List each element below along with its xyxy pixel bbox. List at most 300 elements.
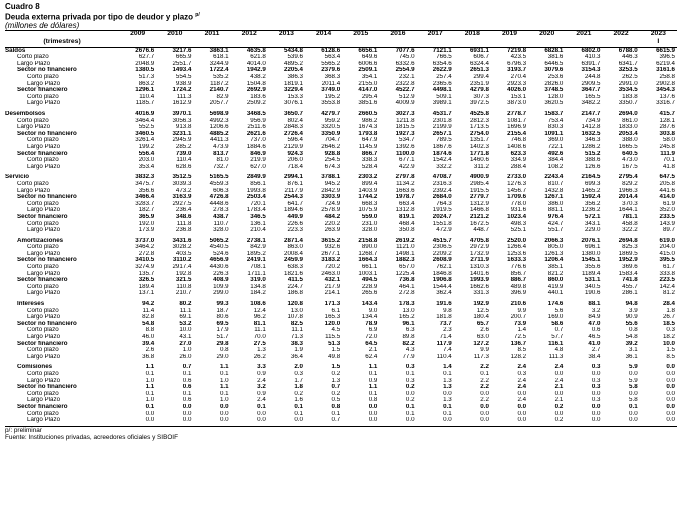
- table-cell: 2738.1: [246, 237, 266, 244]
- table-cell: 1465.2: [581, 187, 601, 194]
- table-header: [5, 30, 677, 47]
- table-cell: 5165.5: [209, 174, 229, 181]
- table-row: [5, 308, 677, 315]
- table-cell: 517.3: [138, 74, 155, 81]
- table-cell: 219.9: [250, 157, 266, 164]
- table-cell: 2048.9: [135, 60, 155, 67]
- table-cell: 233.5: [659, 213, 675, 220]
- table-cell: 2008.4: [284, 250, 303, 257]
- table-cell: 0.1: [182, 370, 192, 377]
- header-year: 2017: [417, 30, 454, 39]
- table-row: [5, 347, 677, 354]
- table-cell: 2306.5: [432, 244, 452, 251]
- table-cell: 2657.1: [432, 130, 452, 137]
- table-cell: 18.7: [216, 307, 229, 314]
- header-sub: [342, 39, 379, 48]
- table-cell: 328.0: [361, 227, 378, 234]
- table-cell: 2459.9: [284, 257, 303, 264]
- table-cell: 813.7: [213, 150, 229, 157]
- table-cell: 468.4: [399, 220, 415, 227]
- table-cell: 3873.0: [507, 100, 527, 107]
- header-year: 2020: [528, 30, 565, 39]
- table-cell: 665.9: [175, 54, 192, 61]
- table-cell: 3154.3: [581, 67, 601, 74]
- table-cell: 959.2: [324, 117, 341, 124]
- table-cell: 2551.7: [172, 60, 192, 67]
- table-cell: 1709.6: [507, 194, 527, 201]
- table-cell: 2.6: [480, 327, 489, 334]
- table-row: [5, 244, 677, 251]
- table-cell: 64.5: [365, 340, 378, 347]
- table-cell: 12.4: [253, 307, 266, 314]
- table-cell: 311.2: [473, 163, 489, 170]
- table-cell: 663.4: [399, 200, 415, 207]
- table-cell: 860.0: [547, 277, 564, 284]
- table-cell: 47.0: [588, 320, 601, 327]
- table-cell: 414.0: [659, 194, 675, 201]
- table-cell: 2503.4: [246, 194, 266, 201]
- table-cell: 71.4: [439, 334, 452, 340]
- table-cell: 127.2: [473, 340, 489, 347]
- table-cell: 556.4: [138, 150, 155, 157]
- table-cell: 165.2: [399, 314, 415, 321]
- table-cell: 0.3: [405, 377, 415, 384]
- table-cell: 110.4: [436, 353, 452, 360]
- table-row: [5, 341, 677, 348]
- table-cell: 2779.7: [469, 194, 489, 201]
- table-cell: 82.9: [216, 93, 229, 100]
- table-cell: 3076.1: [284, 100, 303, 107]
- table-cell: 829.2: [622, 180, 638, 187]
- table-cell: 3231.1: [172, 130, 192, 137]
- title-superscript: p/: [195, 12, 200, 18]
- table-cell: 111.8: [176, 220, 192, 227]
- table-cell: 708.1: [250, 264, 266, 271]
- table-cell: 924.3: [287, 150, 303, 157]
- table-cell: 167.5: [622, 163, 638, 170]
- table-cell: 69.5: [216, 320, 229, 327]
- table-cell: 3163.9: [172, 194, 192, 201]
- table-row: [5, 314, 677, 321]
- table-cell: 10.0: [179, 327, 192, 334]
- header-year: 2016: [379, 30, 416, 39]
- row-label: Largo Plazo: [27, 290, 61, 297]
- row-label: Intereses: [17, 301, 45, 308]
- table-cell: 2303.2: [358, 174, 378, 181]
- table-cell: 82.5: [290, 320, 303, 327]
- table-cell: 1.5: [331, 347, 341, 354]
- table-cell: 2711.9: [470, 257, 489, 264]
- table-cell: 1993.9: [469, 277, 489, 284]
- table-cell: 6796.3: [507, 60, 527, 67]
- table-cell: 82.8: [142, 314, 155, 321]
- table-cell: 3274.9: [135, 264, 155, 271]
- table-cell: 287.6: [659, 124, 675, 131]
- table-cell: 4635.8: [246, 47, 266, 54]
- table-cell: 270.4: [510, 74, 527, 81]
- table-row: [5, 207, 677, 214]
- table-cell: 1408.6: [507, 143, 527, 150]
- table-cell: 84.9: [588, 314, 601, 321]
- table-cell: 3863.1: [209, 47, 229, 54]
- table-cell: 184.2: [250, 290, 266, 297]
- table-cell: 1724.2: [172, 87, 192, 94]
- row-label: Largo Plazo: [17, 187, 51, 194]
- table-cell: 27.5: [253, 340, 266, 347]
- table-cell: 1225.4: [395, 270, 415, 277]
- table-cell: 53.2: [179, 320, 192, 327]
- table-cell: 0.8: [368, 397, 378, 404]
- table-cell: 135.7: [138, 270, 155, 277]
- table-cell: 3748.5: [544, 87, 564, 94]
- table-cell: 69.1: [179, 314, 192, 321]
- table-cell: 2301.8: [432, 117, 452, 124]
- table-cell: 1.1: [219, 384, 229, 391]
- row-label: Largo Plazo: [27, 270, 61, 277]
- table-cell: 5565.2: [321, 60, 341, 67]
- table-cell: 4279.8: [469, 87, 489, 94]
- table-cell: 328.0: [213, 227, 229, 234]
- row-label: Sector no financiero: [17, 320, 77, 327]
- table-cell: 1.0: [182, 347, 192, 354]
- table-row: [5, 327, 677, 334]
- table-row: [5, 271, 677, 278]
- table-cell: 136.7: [510, 340, 527, 347]
- table-cell: 226.6: [287, 220, 303, 227]
- table-cell: 819.1: [399, 213, 415, 220]
- table-cell: 3320.5: [321, 124, 341, 131]
- table-cell: 1402.3: [469, 143, 489, 150]
- table-cell: 96.1: [402, 320, 415, 327]
- table-row: [5, 201, 677, 208]
- table-cell: 171.3: [324, 301, 341, 308]
- table-cell: 2754.0: [469, 130, 489, 137]
- table-cell: 0.8: [629, 327, 638, 334]
- table-cell: 4540.5: [209, 244, 229, 251]
- table-cell: 1833.0: [618, 124, 638, 131]
- table-cell: 539.6: [287, 54, 303, 61]
- row-label: Corto plazo: [27, 93, 59, 100]
- table-cell: 0.0: [666, 384, 675, 391]
- table-cell: 253.6: [547, 74, 564, 81]
- table-cell: 0.0: [666, 390, 675, 397]
- table-cell: 0.3: [591, 364, 601, 371]
- table-cell: 272.8: [138, 250, 155, 257]
- table-cell: 195.2: [324, 93, 341, 100]
- table-cell: 1493.4: [172, 67, 192, 74]
- table-cell: 1380.0: [581, 250, 601, 257]
- table-cell: 3737.0: [135, 237, 155, 244]
- table-cell: 72.5: [514, 334, 527, 340]
- table-cell: 830.3: [547, 124, 564, 131]
- table-cell: 307.3: [473, 93, 489, 100]
- table-cell: 1696.9: [507, 124, 527, 131]
- table-cell: 2155.4: [507, 130, 527, 137]
- table-cell: 0.0: [517, 403, 527, 410]
- table-cell: 0.0: [591, 410, 601, 417]
- table-cell: 722.1: [547, 143, 564, 150]
- table-cell: 384.4: [547, 157, 564, 164]
- table-cell: 12.5: [476, 307, 489, 314]
- table-cell: 472.9: [436, 227, 452, 234]
- row-label: Corto plazo: [17, 117, 49, 124]
- table-cell: 3553.8: [321, 100, 341, 107]
- table-cell: 4026.0: [507, 87, 527, 94]
- table-cell: 223.3: [287, 227, 303, 234]
- table-cell: 2199.9: [432, 124, 452, 131]
- table-cell: 802.4: [287, 117, 303, 124]
- table-cell: 2994.1: [284, 174, 303, 181]
- table-cell: 484.2: [324, 213, 341, 220]
- table-cell: 8.8: [145, 327, 155, 334]
- table-row: [5, 194, 677, 201]
- table-cell: 1583.7: [544, 111, 564, 117]
- table-cell: 61.7: [662, 264, 675, 271]
- table-cell: 0.0: [182, 417, 192, 424]
- table-cell: 2923.3: [507, 80, 527, 87]
- table-cell: 178.3: [399, 301, 415, 308]
- table-cell: 2147.7: [581, 111, 601, 117]
- table-cell: 498.3: [510, 220, 527, 227]
- table-cell: 128.2: [510, 353, 527, 360]
- table-cell: 370.3: [622, 200, 638, 207]
- row-label: Largo Plazo: [17, 124, 51, 131]
- table-cell: 2392.4: [432, 187, 452, 194]
- table-cell: 2121.2: [469, 213, 489, 220]
- table-cell: 210.4: [250, 227, 266, 234]
- table-cell: 134.8: [250, 283, 266, 290]
- table-cell: 2351.9: [469, 80, 489, 87]
- table-cell: 0.3: [405, 364, 415, 371]
- table-cell: 4708.7: [432, 174, 452, 181]
- table-cell: 778.0: [510, 200, 527, 207]
- header-sub: [193, 39, 230, 48]
- table-cell: 0.0: [629, 390, 638, 397]
- table-cell: 724.9: [324, 200, 341, 207]
- table-cell: 72.0: [365, 334, 378, 340]
- table-row: [5, 100, 677, 107]
- table-cell: 1134.2: [396, 180, 415, 187]
- table-cell: 668.3: [361, 200, 378, 207]
- table-cell: 3972.5: [469, 100, 489, 107]
- table-cell: 640.5: [622, 150, 638, 157]
- table-cell: 2849.9: [246, 174, 266, 181]
- table-cell: 424.7: [547, 220, 564, 227]
- table-cell: 913.8: [175, 124, 192, 131]
- table-cell: 80.6: [216, 314, 229, 321]
- table-cell: 3482.2: [581, 100, 601, 107]
- table-cell: 2871.4: [284, 237, 303, 244]
- table-cell: 3350.9: [321, 130, 341, 137]
- table-cell: 2651.3: [469, 67, 489, 74]
- table-cell: 4411.3: [210, 137, 229, 144]
- table-cell: 0.7: [554, 327, 564, 334]
- table-cell: 1312.8: [395, 207, 415, 214]
- table-cell: 938.9: [175, 80, 192, 87]
- table-cell: 8.5: [517, 347, 527, 354]
- table-cell: 2057.7: [209, 100, 229, 107]
- table-cell: 117.9: [436, 340, 452, 347]
- table-cell: 2509.1: [358, 67, 378, 74]
- header-sub: [491, 39, 528, 48]
- table-cell: 2.4: [257, 397, 266, 404]
- table-cell: 0.0: [480, 410, 489, 417]
- table-cell: 29.8: [216, 340, 229, 347]
- table-cell: 0.1: [405, 403, 415, 410]
- table-cell: 3410.5: [135, 257, 155, 264]
- table-cell: 890.0: [361, 244, 378, 251]
- table-cell: 2694.8: [618, 237, 638, 244]
- table-cell: 0.0: [591, 403, 601, 410]
- table-row: [5, 251, 677, 258]
- table-cell: 789.5: [436, 137, 452, 144]
- table-cell: 1732.9: [469, 250, 489, 257]
- header-sub: [231, 39, 268, 48]
- table-cell: 596.4: [287, 137, 303, 144]
- table-cell: 1.9: [294, 347, 303, 354]
- table-cell: 1286.2: [581, 143, 601, 150]
- table-cell: 1.8: [294, 384, 303, 391]
- row-label: Corto plazo: [27, 264, 59, 271]
- table-cell: 107.8: [287, 314, 303, 321]
- table-cell: 4430.6: [209, 264, 229, 271]
- header-year: 2019: [491, 30, 528, 39]
- table-cell: 1.1: [145, 364, 155, 371]
- table-cell: 117.3: [473, 353, 489, 360]
- table-cell: 3229.4: [284, 87, 303, 94]
- table-cell: 165.3: [324, 314, 341, 321]
- table-cell: 0.0: [666, 364, 675, 371]
- table-cell: 1633.3: [507, 257, 527, 264]
- table-cell: 0.7: [331, 417, 341, 424]
- table-cell: 142.4: [659, 283, 675, 290]
- table-cell: 0.0: [591, 390, 601, 397]
- table-cell: 1978.7: [395, 194, 415, 201]
- table-cell: 57.7: [551, 334, 564, 340]
- table-cell: 5.8: [629, 397, 638, 404]
- table-cell: 2676.6: [135, 47, 155, 54]
- row-label: Saldos: [5, 47, 26, 54]
- table-cell: 1882.3: [395, 257, 415, 264]
- table-cell: 494.5: [361, 277, 378, 284]
- table-cell: 1267.1: [544, 194, 564, 201]
- table-cell: 677.1: [399, 157, 415, 164]
- table-cell: 46.5: [588, 334, 601, 340]
- table-cell: 36.4: [290, 353, 303, 360]
- table-cell: 0.0: [554, 370, 564, 377]
- header-year: 2009: [119, 30, 156, 39]
- table-cell: 3.1: [629, 347, 638, 354]
- table-cell: 627.0: [250, 163, 266, 170]
- row-label: Corto plazo: [27, 347, 59, 354]
- table-cell: 509.1: [436, 93, 452, 100]
- table-cell: 0.0: [666, 417, 675, 424]
- table-cell: 77.9: [402, 353, 415, 360]
- table-cell: 0.3: [517, 370, 527, 377]
- table-cell: 70.1: [662, 157, 675, 164]
- table-cell: 0.0: [629, 417, 638, 424]
- table-cell: 0.0: [517, 417, 527, 424]
- table-cell: 0.0: [666, 403, 675, 410]
- table-cell: 846.9: [250, 150, 266, 157]
- row-label: Largo Plazo: [27, 100, 61, 107]
- table-cell: 354.1: [361, 74, 378, 81]
- table-cell: 1672.5: [469, 220, 489, 227]
- table-cell: 1.4: [517, 327, 527, 334]
- header-sub: [379, 39, 416, 48]
- table-cell: 6006.6: [358, 60, 378, 67]
- table-cell: 2972.9: [469, 244, 489, 251]
- table-cell: 143.9: [659, 220, 675, 227]
- table-cell: 1711.1: [247, 270, 266, 277]
- table-cell: 4992.3: [209, 117, 229, 124]
- table-cell: 0.1: [219, 370, 229, 377]
- table-cell: 81.2: [662, 290, 675, 297]
- table-cell: 657.0: [399, 264, 415, 271]
- table-cell: 1966.3: [618, 187, 638, 194]
- table-cell: 51.3: [328, 340, 341, 347]
- table-cell: 3475.7: [135, 180, 155, 187]
- table-cell: 0.0: [666, 410, 675, 417]
- table-cell: 415.7: [659, 111, 675, 117]
- table-cell: 7.4: [443, 347, 452, 354]
- table-cell: 0.0: [591, 370, 601, 377]
- table-body: [5, 47, 677, 424]
- table-cell: 6219.4: [656, 60, 675, 67]
- table-cell: 739.0: [175, 150, 192, 157]
- table-cell: 2554.9: [395, 67, 415, 74]
- table-cell: 1793.8: [358, 130, 378, 137]
- table-cell: 1551.8: [432, 220, 452, 227]
- table-cell: 258.8: [659, 74, 675, 81]
- table-cell: 554.5: [175, 74, 192, 81]
- table-row: [5, 67, 677, 74]
- table-cell: 0.0: [666, 397, 675, 404]
- row-label: Sector financiero: [17, 87, 68, 94]
- table-cell: 0.0: [480, 417, 489, 424]
- table-row: [5, 404, 677, 411]
- table-cell: 11.4: [142, 307, 155, 314]
- table-cell: 863.0: [287, 244, 303, 251]
- table-cell: 236.8: [175, 227, 192, 234]
- table-cell: 1915.5: [469, 187, 489, 194]
- row-label: Sector financiero: [17, 213, 68, 220]
- table-cell: 1401.6: [469, 270, 489, 277]
- table-cell: 805.0: [547, 244, 564, 251]
- table-cell: 368.3: [324, 74, 341, 81]
- table-cell: 333.8: [659, 270, 675, 277]
- table-cell: 492.6: [547, 150, 564, 157]
- table-cell: 326.5: [138, 277, 155, 284]
- table-row: [5, 371, 677, 378]
- table-cell: 2379.6: [321, 67, 341, 74]
- table-cell: 214.1: [324, 290, 341, 297]
- table-cell: 0.0: [219, 417, 229, 424]
- table-cell: 3454.3: [656, 87, 675, 94]
- footnote-preliminar: p/: preliminar: [5, 426, 42, 434]
- table-cell: 0.0: [257, 410, 266, 417]
- table-row: [5, 238, 677, 245]
- table-cell: 2.4: [554, 364, 564, 371]
- table-cell: 2619.2: [395, 237, 415, 244]
- header-sub: [417, 39, 454, 48]
- table-cell: 356.6: [138, 187, 155, 194]
- table-cell: 73.9: [514, 320, 527, 327]
- table-cell: 2991.0: [618, 80, 638, 87]
- table-cell: 388.0: [622, 137, 638, 144]
- table-cell: 741.8: [622, 277, 638, 284]
- table-cell: 1456.7: [507, 187, 527, 194]
